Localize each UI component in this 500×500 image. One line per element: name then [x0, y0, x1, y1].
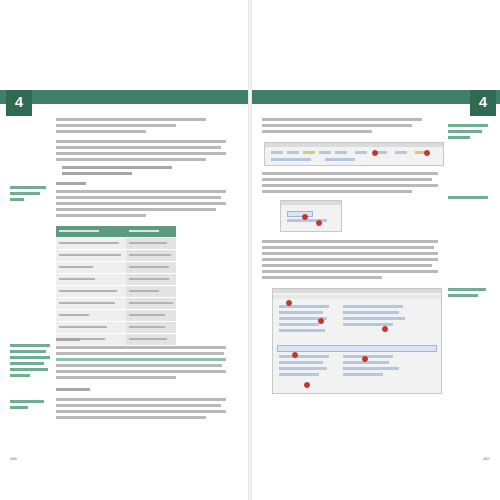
- text-line: [56, 346, 226, 349]
- table-row: [56, 310, 176, 322]
- text-line: [56, 146, 221, 149]
- subheading-line: [56, 338, 80, 341]
- table-row: [56, 322, 176, 334]
- callout-marker: [362, 356, 368, 362]
- text-line: [56, 202, 226, 205]
- text-line: [56, 416, 206, 419]
- text-line: [262, 130, 372, 133]
- margin-note-line: [10, 350, 46, 353]
- text-line: [262, 172, 438, 175]
- text-line: [262, 264, 432, 267]
- right-page: [252, 0, 500, 500]
- text-line: [56, 196, 221, 199]
- screenshot-dialog: [280, 200, 342, 232]
- code-line: [62, 166, 172, 169]
- right-folio: 457: [483, 456, 490, 461]
- margin-note-line: [10, 192, 40, 195]
- subheading-line: [56, 388, 90, 391]
- table-row: [56, 262, 176, 274]
- table-header-row: [56, 226, 176, 238]
- margin-note-line: [448, 196, 488, 199]
- text-line: [56, 158, 206, 161]
- text-line: [56, 190, 226, 193]
- text-line: [262, 118, 422, 121]
- margin-note-line: [448, 294, 478, 297]
- callout-marker: [304, 382, 310, 388]
- margin-note-line: [10, 356, 50, 359]
- margin-note-line: [10, 186, 46, 189]
- text-line: [56, 118, 206, 121]
- table-row: [56, 298, 176, 310]
- margin-note-line: [448, 124, 488, 127]
- margin-note-line: [10, 368, 48, 371]
- text-line: [262, 270, 438, 273]
- callout-marker: [292, 352, 298, 358]
- callout-marker: [302, 214, 308, 220]
- margin-note-line: [10, 374, 30, 377]
- text-line: [56, 410, 226, 413]
- text-line: [262, 246, 434, 249]
- table-row: [56, 238, 176, 250]
- text-line: [262, 184, 438, 187]
- left-page: [0, 0, 248, 500]
- margin-note-line: [10, 362, 44, 365]
- right-header-bar: [252, 90, 500, 104]
- subheading-line: [56, 182, 86, 185]
- margin-note-line: [10, 406, 28, 409]
- margin-note-line: [10, 344, 50, 347]
- text-line: [56, 352, 224, 355]
- margin-note-line: [10, 198, 24, 201]
- callout-marker: [382, 326, 388, 332]
- margin-note-line: [448, 288, 486, 291]
- text-line: [262, 258, 438, 261]
- text-line: [56, 364, 222, 367]
- text-line: [56, 398, 226, 401]
- right-chapter-number: 4: [470, 90, 496, 116]
- text-line: [262, 190, 412, 193]
- text-line: [262, 252, 438, 255]
- table-row: [56, 286, 176, 298]
- text-line: [56, 404, 221, 407]
- code-line: [62, 172, 132, 175]
- text-line: [56, 376, 176, 379]
- text-line: [56, 208, 216, 211]
- reference-table: [56, 226, 176, 346]
- callout-marker: [318, 318, 324, 324]
- left-header-bar: [0, 90, 248, 104]
- callout-marker: [316, 220, 322, 226]
- text-line: [262, 124, 412, 127]
- text-line: [262, 276, 382, 279]
- screenshot-window: [272, 288, 442, 394]
- screenshot-ribbon: [264, 142, 444, 166]
- text-line: [56, 124, 176, 127]
- text-line: [56, 214, 146, 217]
- left-folio: 456: [10, 456, 17, 461]
- text-line: [56, 140, 226, 143]
- text-line: [56, 152, 226, 155]
- left-chapter-number: 4: [6, 90, 32, 116]
- callout-marker: [286, 300, 292, 306]
- text-line: [262, 178, 432, 181]
- callout-marker: [424, 150, 430, 156]
- text-line: [56, 130, 146, 133]
- text-line-highlight: [56, 358, 226, 361]
- margin-note-line: [10, 400, 44, 403]
- margin-note-line: [448, 136, 470, 139]
- callout-marker: [372, 150, 378, 156]
- table-row: [56, 274, 176, 286]
- text-line: [56, 370, 226, 373]
- text-line: [262, 240, 438, 243]
- margin-note-line: [448, 130, 482, 133]
- table-row: [56, 250, 176, 262]
